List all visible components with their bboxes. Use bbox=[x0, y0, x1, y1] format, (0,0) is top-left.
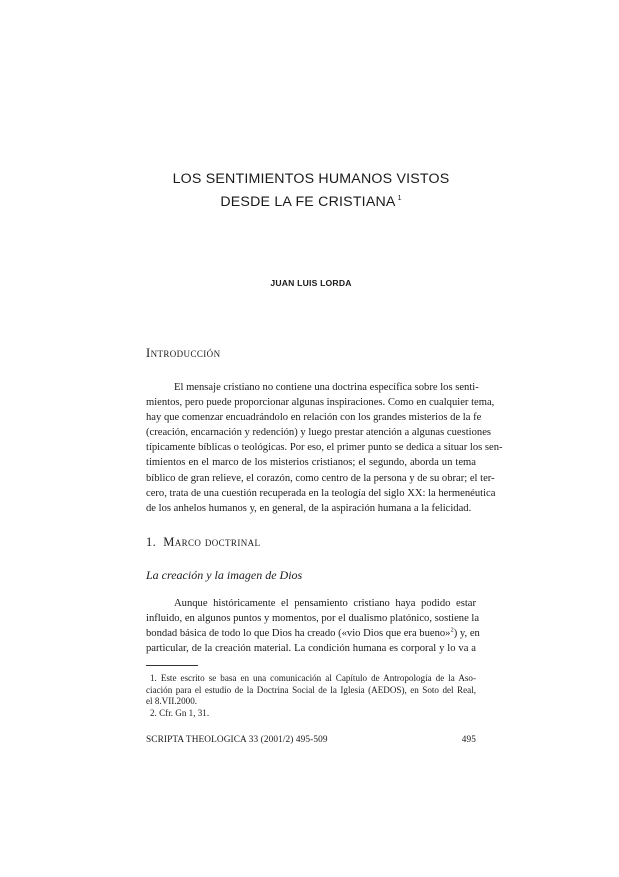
title-footnote-marker[interactable]: 1 bbox=[397, 195, 402, 202]
subsection-heading: La creación y la imagen de Dios bbox=[146, 568, 303, 582]
title-line-2: DESDE LA FE CRISTIANA bbox=[220, 194, 396, 210]
paragraph-line: timientos en el marco de los misterios cristianos; el segundo, aborda un tema bbox=[146, 457, 476, 469]
line-text: bondad básica de todo lo que Dios ha creado («vio Dios que era bueno» bbox=[146, 628, 451, 640]
title-line-1: LOS SENTIMIENTOS HUMANOS VISTOS bbox=[172, 171, 450, 187]
section-1-heading bbox=[146, 535, 260, 550]
paragraph-line: Aunque históricamente el pensamiento cristiano haya podido estar bbox=[174, 598, 476, 609]
section-1-number: 1. bbox=[146, 535, 157, 549]
author-name: JUAN LUIS LORDA bbox=[270, 278, 352, 288]
paragraph-line: bíblico de gran relieve, el corazón, como centro de la persona y de su obrar; el ter- bbox=[146, 472, 495, 484]
paragraph-line: hay que comenzar encuadrándolo en relación con los grandes misterios de la fe bbox=[146, 412, 482, 424]
paragraph-line: influido, en algunos puntos y momentos, por el dualismo platónico, sostiene la bbox=[146, 613, 480, 625]
journal-citation: SCRIPTA THEOLOGICA 33 (2001/2) 495-509 bbox=[146, 735, 328, 745]
paragraph-line: típicamente bíblicas o teológicas. Por eso, el primer punto se dedica a situar los sen- bbox=[146, 442, 503, 454]
paragraph-line: mientos, pero puede proporcionar algunas inspiraciones. Como en cualquier tema, bbox=[146, 397, 495, 409]
paragraph-line bbox=[146, 626, 480, 641]
line-text: ) y, en bbox=[453, 628, 480, 640]
section-1-paragraph bbox=[146, 596, 480, 656]
footnote-line: el 8.VII.2000. bbox=[146, 696, 198, 707]
introduction-heading: Introducción bbox=[146, 346, 221, 360]
footnote-marker[interactable]: 2 bbox=[450, 626, 454, 634]
section-1-title: Marco doctrinal bbox=[163, 535, 261, 549]
footnote-divider bbox=[146, 665, 198, 666]
footnotes bbox=[146, 673, 476, 719]
paragraph-line: El mensaje cristiano no contiene una doctrina específica sobre los senti- bbox=[174, 382, 479, 393]
footnote-line: 2. Cfr. Gn 1, 31. bbox=[150, 707, 210, 718]
paragraph-line: (creación, encarnación y redención) y luego prestar atención a algunas cuestiones bbox=[146, 427, 492, 439]
paragraph-line: de los anhelos humanos y, en general, de la aspiración humana a la felicidad. bbox=[146, 502, 472, 514]
footnote-line: 1. Este escrito se basa en una comunicación al Capítulo de Antropología de la Aso- bbox=[150, 673, 476, 683]
paragraph-line: cero, trata de una cuestión recuperada en la teología del siglo XX: la hermenéutica bbox=[146, 487, 496, 499]
paragraph-line: particular, de la creación material. La condición humana es corporal y lo va a bbox=[146, 643, 476, 655]
article-title bbox=[146, 170, 476, 212]
footnote-line: ciación para el estudio de la Doctrina Social de la Iglesia (AEDOS), en Soto del Real, bbox=[146, 684, 476, 695]
page-footer bbox=[146, 735, 476, 745]
page-number: 495 bbox=[461, 735, 476, 745]
introduction-paragraph bbox=[146, 380, 503, 516]
